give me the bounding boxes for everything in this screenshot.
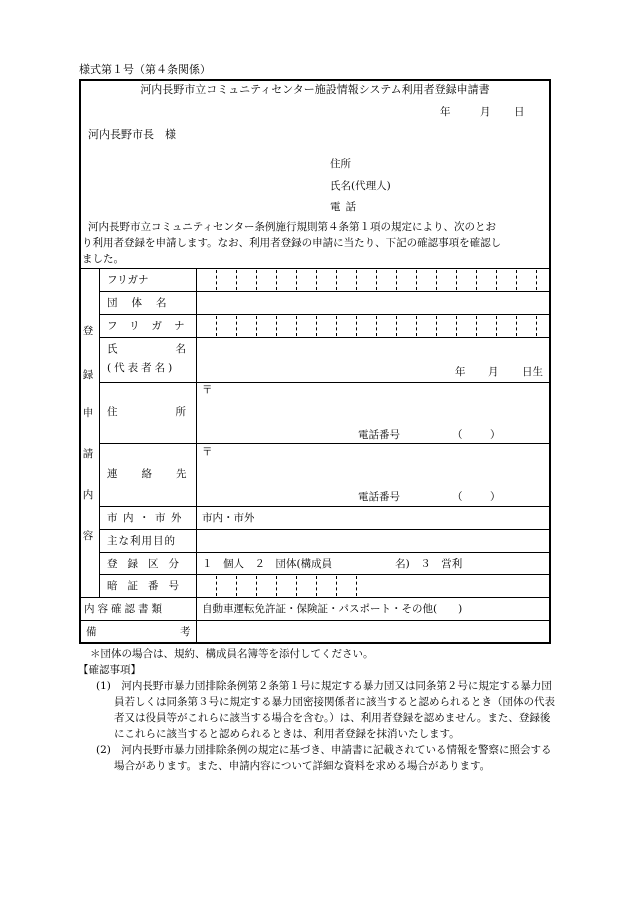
applicant-name-label: 氏名(代理人) — [330, 180, 391, 192]
form-title: 河内長野市立コミュニティセンター施設情報システム利用者登録申請書 — [140, 83, 490, 96]
label-address: 住所 — [107, 406, 244, 418]
intro-line-1: 河内長野市立コミュニティセンター条例施行規則第４条第１項の規定により、次のとお — [88, 221, 497, 233]
addressee: 河内長野市長 様 — [88, 128, 176, 141]
birth-day-label: 日生 — [522, 366, 543, 378]
label-furigana-name: フリガナ — [107, 320, 197, 332]
category-value: １ 個人 ２ 団体(構成員 名) ３ 営利 — [202, 558, 463, 570]
address-phone-paren-close: ） — [490, 429, 501, 441]
label-contact: 連絡先 — [107, 468, 211, 480]
address-phone-paren-open: （ — [452, 429, 463, 441]
intro-line-2: り利用者登録を申請します。なお、利用者登録の申請に当たり、下記の確認事項を確認し — [82, 237, 502, 249]
contact-postal-mark: 〒 — [202, 446, 213, 458]
confirmation-item-1: (1) 河内長野市暴力団排除条例第２条第１号に規定する暴力団又は同条第２号に規定する暴力団員若しくは同条第３号に規定する暴力団密接関係者に該当すると認められるとき（団体の代表者又は役員等がこれらに該当する場合を含む。）は、利用者登録を認めません。また、登録後にこれらに該当すると認められるときは、利用者登録を抹消いたします。 — [96, 680, 555, 740]
label-pin: 暗証番号 — [107, 580, 189, 592]
birth-year-label: 年 — [455, 366, 466, 378]
applicant-phone-label: 電話 — [330, 201, 361, 213]
contact-phone-label: 電話番号 — [358, 491, 400, 503]
address-phone-label: 電話番号 — [358, 429, 400, 441]
confirmation-item-2: (2) 河内長野市暴力団排除条例の規定に基づき、申請書に記載されている情報を警察に照会する場合があります。また、申請内容について詳細な資料を求める場合があります。 — [96, 744, 552, 772]
inside-outside-value: 市内・市外 — [202, 512, 255, 524]
label-remarks-1: 備 — [86, 626, 97, 638]
label-representative: (代表者名) — [107, 362, 176, 374]
label-inside-outside: 市内・市外 — [107, 512, 187, 524]
id-documents-value: 自動車運転免許証・保険証・パスポート・その他( ) — [202, 603, 463, 615]
date-month-label: 月 — [480, 106, 491, 118]
label-remarks-2: 考 — [180, 626, 191, 638]
notes-section — [78, 646, 556, 774]
label-furigana-group: フリガナ — [107, 274, 149, 286]
date-year-label: 年 — [440, 106, 451, 118]
group-attachment-note: ＊団体の場合は、規約、構成員名簿等を添付してください。 — [90, 648, 374, 660]
address-postal-mark: 〒 — [202, 384, 213, 396]
label-group-name: 団体名 — [107, 297, 181, 309]
contact-phone-paren-close: ） — [490, 491, 501, 503]
date-day-label: 日 — [514, 106, 525, 118]
label-category: 登録区分 — [107, 558, 189, 570]
label-id-documents: 内容確認書類 — [84, 603, 165, 615]
birth-month-label: 月 — [488, 366, 499, 378]
applicant-address-label: 住所 — [330, 158, 351, 170]
form-number: 様式第１号（第４条関係） — [79, 63, 211, 76]
contact-phone-paren-open: （ — [452, 491, 463, 503]
label-name: 氏名 — [107, 343, 244, 355]
label-purpose: 主な利用目的 — [107, 535, 176, 547]
intro-line-3: ました。 — [82, 253, 124, 265]
confirmation-heading: 【確認事項】 — [78, 664, 141, 676]
